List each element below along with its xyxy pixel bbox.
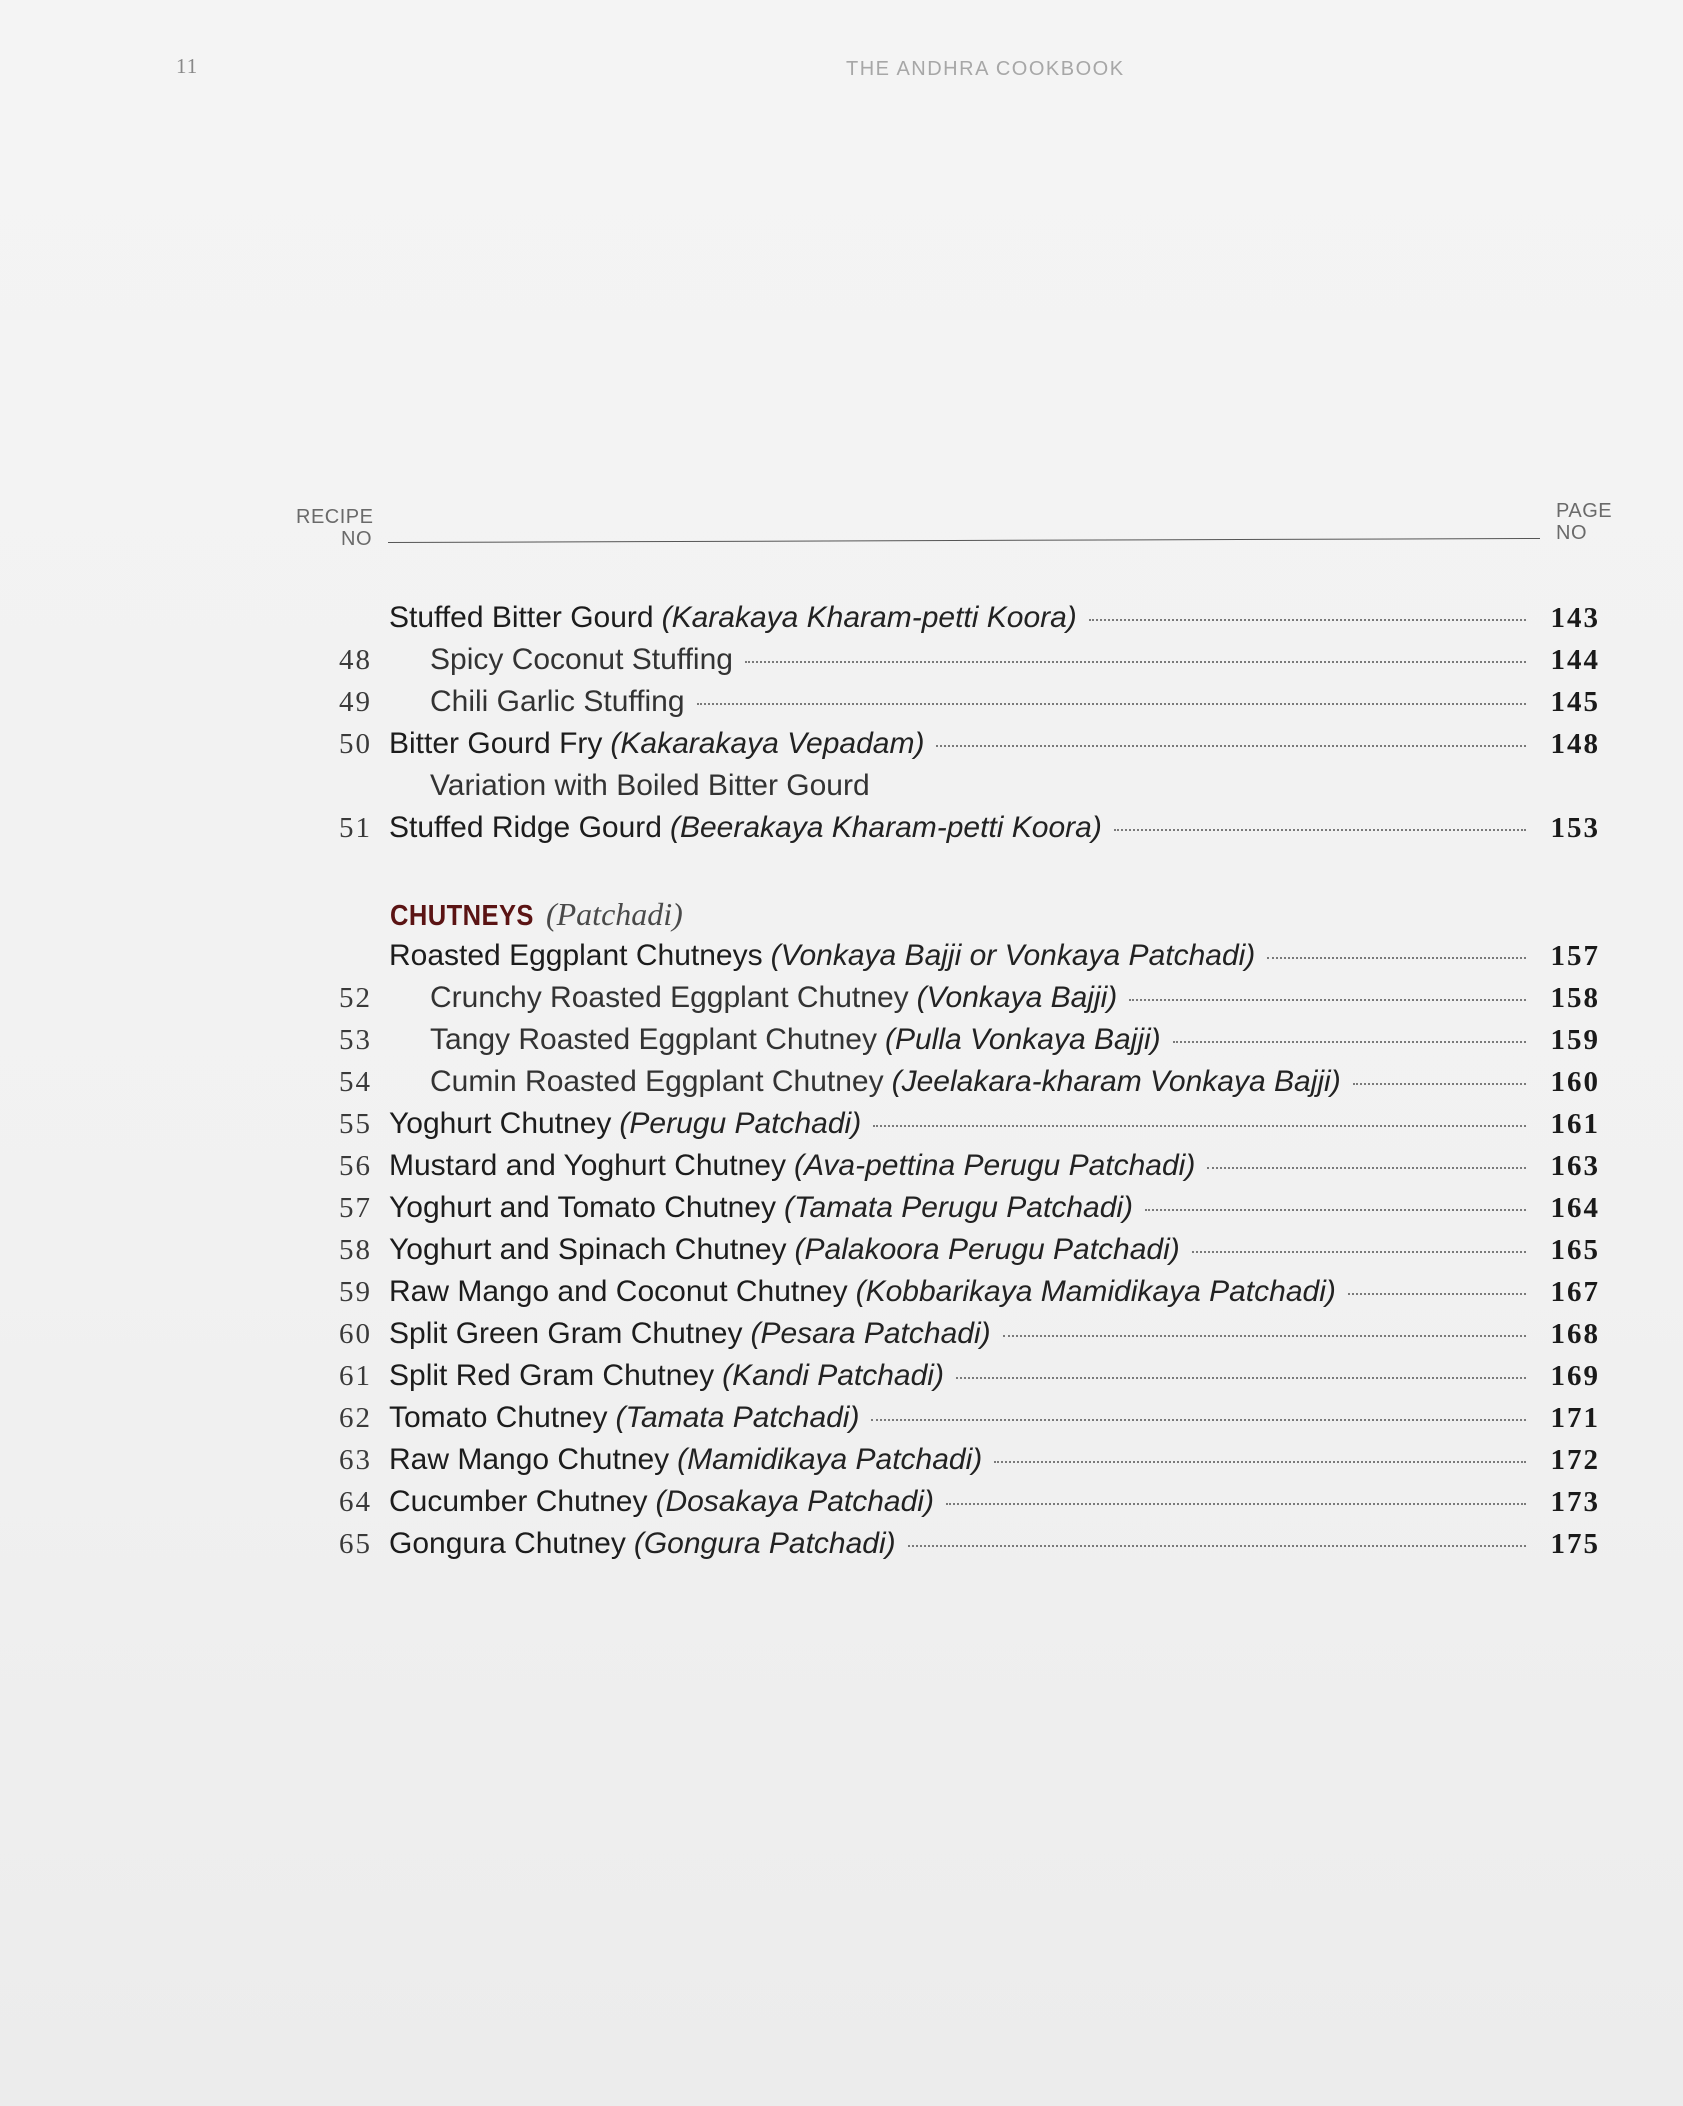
page-number: 167 <box>1550 1276 1600 1308</box>
recipe-number: 56 <box>339 1150 372 1182</box>
column-headers <box>0 500 1683 560</box>
recipe-title: Raw Mango and Coconut Chutney <box>389 1275 848 1308</box>
entry-body <box>389 1481 1600 1523</box>
dot-leader <box>1145 1209 1526 1211</box>
recipe-telugu-name: (Jeelakara-kharam Vonkaya Bajji) <box>891 1065 1341 1098</box>
recipe-telugu-name: (Palakoora Perugu Patchadi) <box>794 1233 1180 1266</box>
recipe-telugu-name: (Pesara Patchadi) <box>750 1317 991 1350</box>
entry-body <box>389 807 1600 849</box>
section-gap <box>300 849 1600 893</box>
toc-entry <box>300 597 1600 639</box>
recipe-title: Tomato Chutney <box>389 1401 608 1434</box>
toc-entry <box>300 1397 1600 1439</box>
recipe-telugu-name: (Dosakaya Patchadi) <box>655 1485 934 1518</box>
recipe-no-header-line1: RECIPE <box>296 506 374 528</box>
toc-entry <box>300 1061 1600 1103</box>
dot-leader <box>1003 1335 1526 1337</box>
dot-leader <box>936 745 1526 747</box>
recipe-number: 58 <box>339 1234 372 1266</box>
recipe-number: 57 <box>339 1192 372 1224</box>
recipe-title: Split Green Gram Chutney <box>389 1317 743 1350</box>
toc-entry <box>300 977 1600 1019</box>
recipe-telugu-name: (Vonkaya Bajji or Vonkaya Patchadi) <box>770 939 1256 972</box>
toc-entry <box>300 1523 1600 1565</box>
page-number: 144 <box>1550 644 1600 676</box>
entry-body <box>389 1103 1600 1145</box>
dot-leader <box>956 1377 1526 1379</box>
recipe-title: Yoghurt and Tomato Chutney <box>389 1191 776 1224</box>
recipe-title: Split Red Gram Chutney <box>389 1359 715 1392</box>
dot-leader <box>908 1545 1526 1547</box>
entry-body <box>389 1523 1600 1565</box>
dot-leader <box>1114 829 1526 831</box>
recipe-title: Raw Mango Chutney <box>389 1443 670 1476</box>
recipe-telugu-name: (Perugu Patchadi) <box>619 1107 862 1140</box>
toc-entry <box>300 1187 1600 1229</box>
dot-leader <box>1129 999 1526 1001</box>
entry-body <box>389 597 1600 639</box>
toc-list <box>300 597 1600 1565</box>
recipe-number: 65 <box>339 1528 372 1560</box>
recipe-telugu-name: (Kandi Patchadi) <box>722 1359 944 1392</box>
page-no-header-line1: PAGE <box>1556 500 1613 522</box>
toc-entry <box>300 1145 1600 1187</box>
page-folio: 11 <box>176 54 199 78</box>
section-name: CHUTNEYS <box>390 900 534 932</box>
page-no-header-line2: NO <box>1556 522 1587 544</box>
toc-entry <box>300 1439 1600 1481</box>
recipe-title: Stuffed Ridge Gourd <box>389 811 662 844</box>
recipe-title: Stuffed Bitter Gourd <box>389 601 654 634</box>
entry-body <box>430 681 1600 723</box>
recipe-telugu-name: (Tamata Patchadi) <box>615 1401 860 1434</box>
toc-entry <box>300 1103 1600 1145</box>
recipe-telugu-name: (Gongura Patchadi) <box>633 1527 896 1560</box>
toc-entry <box>300 1481 1600 1523</box>
page-number: 143 <box>1550 602 1600 634</box>
entry-body <box>389 1439 1600 1481</box>
entry-body <box>389 1271 1600 1313</box>
page-number: 171 <box>1550 1402 1600 1434</box>
page-number: 175 <box>1550 1528 1600 1560</box>
toc-entry <box>300 723 1600 765</box>
recipe-telugu-name: (Vonkaya Bajji) <box>916 981 1118 1014</box>
entry-body <box>389 935 1600 977</box>
recipe-number: 61 <box>339 1360 372 1392</box>
page-number: 153 <box>1550 812 1600 844</box>
page-number: 163 <box>1550 1150 1600 1182</box>
page-number: 158 <box>1550 982 1600 1014</box>
page-number: 157 <box>1550 940 1600 972</box>
recipe-number: 62 <box>339 1402 372 1434</box>
page-number: 145 <box>1550 686 1600 718</box>
toc-entry <box>300 1271 1600 1313</box>
book-title: THE ANDHRA COOKBOOK <box>846 58 1125 80</box>
entry-body <box>389 1229 1600 1271</box>
recipe-title: Gongura Chutney <box>389 1527 626 1560</box>
recipe-number: 60 <box>339 1318 372 1350</box>
toc-entry <box>300 1019 1600 1061</box>
page-number: 173 <box>1550 1486 1600 1518</box>
section-heading <box>300 893 1600 935</box>
recipe-title: Spicy Coconut Stuffing <box>430 643 733 676</box>
page-number: 172 <box>1550 1444 1600 1476</box>
running-head <box>0 52 1683 82</box>
dot-leader <box>1353 1083 1526 1085</box>
entry-body <box>389 1313 1600 1355</box>
page-number: 168 <box>1550 1318 1600 1350</box>
recipe-title: Cucumber Chutney <box>389 1485 648 1518</box>
toc-entry <box>300 765 1600 807</box>
dot-leader <box>1089 619 1526 621</box>
dot-leader <box>1267 957 1526 959</box>
header-rule <box>388 538 1540 543</box>
recipe-number: 51 <box>339 812 372 844</box>
dot-leader <box>1207 1167 1526 1169</box>
recipe-title: Yoghurt Chutney <box>389 1107 612 1140</box>
recipe-telugu-name: (Kobbarikaya Mamidikaya Patchadi) <box>855 1275 1336 1308</box>
dot-leader <box>873 1125 1526 1127</box>
recipe-telugu-name: (Beerakaya Kharam-petti Koora) <box>669 811 1102 844</box>
toc-entry <box>300 1355 1600 1397</box>
entry-body <box>430 1061 1600 1103</box>
dot-leader <box>871 1419 1526 1421</box>
recipe-title: Cumin Roasted Eggplant Chutney <box>430 1065 884 1098</box>
recipe-number: 63 <box>339 1444 372 1476</box>
recipe-title: Tangy Roasted Eggplant Chutney <box>430 1023 877 1056</box>
entry-body <box>389 1397 1600 1439</box>
section-alt-name: (Patchadi) <box>545 896 683 932</box>
recipe-title: Crunchy Roasted Eggplant Chutney <box>430 981 909 1014</box>
recipe-title: Roasted Eggplant Chutneys <box>389 939 763 972</box>
page-number: 165 <box>1550 1234 1600 1266</box>
page-number: 159 <box>1550 1024 1600 1056</box>
recipe-no-header <box>296 506 372 550</box>
entry-body <box>389 723 1600 765</box>
dot-leader <box>1173 1041 1526 1043</box>
recipe-title: Variation with Boiled Bitter Gourd <box>430 769 870 802</box>
recipe-number: 54 <box>339 1066 372 1098</box>
recipe-telugu-name: (Mamidikaya Patchadi) <box>677 1443 983 1476</box>
recipe-telugu-name: (Karakaya Kharam-petti Koora) <box>661 601 1077 634</box>
recipe-title: Chili Garlic Stuffing <box>430 685 685 718</box>
recipe-number: 52 <box>339 982 372 1014</box>
entry-body <box>389 1145 1600 1187</box>
entry-body <box>389 1355 1600 1397</box>
toc-entry <box>300 935 1600 977</box>
entry-body <box>430 639 1600 681</box>
dot-leader <box>1192 1251 1526 1253</box>
recipe-title: Yoghurt and Spinach Chutney <box>389 1233 787 1266</box>
recipe-number: 59 <box>339 1276 372 1308</box>
recipe-number: 55 <box>339 1108 372 1140</box>
toc-group-vegetables <box>300 597 1600 849</box>
page-number: 164 <box>1550 1192 1600 1224</box>
dot-leader <box>1348 1293 1526 1295</box>
recipe-title: Mustard and Yoghurt Chutney <box>389 1149 786 1182</box>
page-number: 161 <box>1550 1108 1600 1140</box>
entry-body <box>430 1019 1600 1061</box>
recipe-telugu-name: (Ava-pettina Perugu Patchadi) <box>793 1149 1196 1182</box>
dot-leader <box>697 703 1526 705</box>
recipe-number: 53 <box>339 1024 372 1056</box>
page-number: 148 <box>1550 728 1600 760</box>
recipe-telugu-name: (Tamata Perugu Patchadi) <box>783 1191 1134 1224</box>
recipe-number: 64 <box>339 1486 372 1518</box>
recipe-number: 48 <box>339 644 372 676</box>
recipe-number: 49 <box>339 686 372 718</box>
entry-body <box>389 1187 1600 1229</box>
recipe-no-header-line2: NO <box>341 528 372 550</box>
recipe-telugu-name: (Pulla Vonkaya Bajji) <box>884 1023 1161 1056</box>
recipe-number: 50 <box>339 728 372 760</box>
toc-entry <box>300 639 1600 681</box>
toc-entry <box>300 1229 1600 1271</box>
toc-entry <box>300 807 1600 849</box>
page-number: 169 <box>1550 1360 1600 1392</box>
recipe-title: Bitter Gourd Fry <box>389 727 603 760</box>
recipe-telugu-name: (Kakarakaya Vepadam) <box>610 727 925 760</box>
entry-body <box>430 765 1600 807</box>
dot-leader <box>946 1503 1526 1505</box>
toc-group-chutneys <box>300 935 1600 1565</box>
entry-body <box>430 977 1600 1019</box>
page-no-header <box>1556 500 1626 544</box>
dot-leader <box>745 661 1526 663</box>
page-number: 160 <box>1550 1066 1600 1098</box>
toc-entry <box>300 681 1600 723</box>
dot-leader <box>994 1461 1526 1463</box>
toc-entry <box>300 1313 1600 1355</box>
